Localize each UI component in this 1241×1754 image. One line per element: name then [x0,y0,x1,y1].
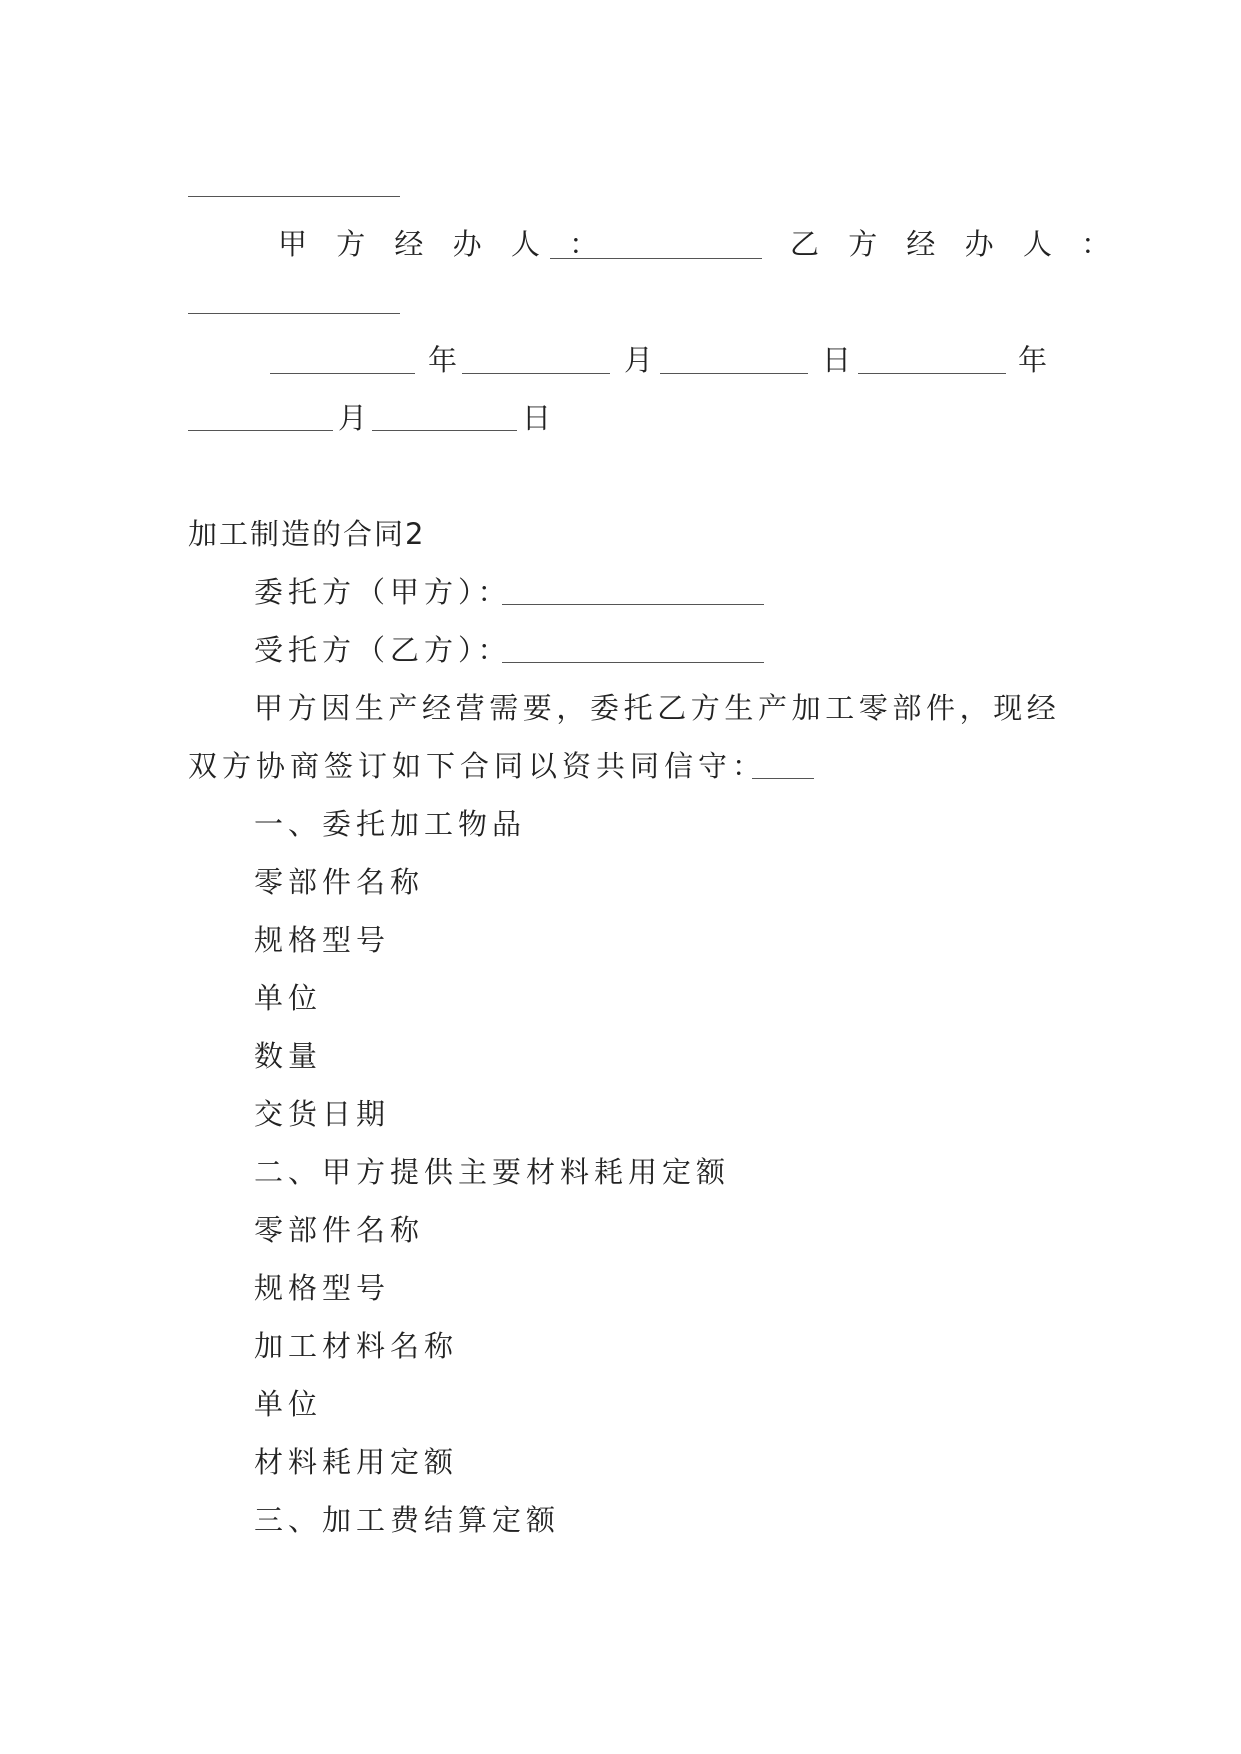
list-item: 加工材料名称 [254,1329,459,1363]
signature-blank-top [188,196,400,197]
month1-blank [462,373,610,374]
day2-blank [372,430,517,431]
year2-label: 年 [1018,343,1053,377]
intro-blank [752,778,814,779]
section2-title: 二、甲方提供主要材料耗用定额 [254,1155,731,1189]
day1-label: 日 [822,343,857,377]
year2-blank [858,373,1006,374]
month1-label: 月 [624,343,659,377]
party-a-agent-blank [550,258,762,259]
list-item: 交货日期 [254,1097,391,1131]
contractor-label: 受托方（乙方）： [254,633,512,667]
party-b-agent-blank [188,313,400,314]
section3-title: 三、加工费结算定额 [254,1503,561,1537]
intro-line-1: 甲方因生产经营需要，委托乙方生产加工零部件，现经 [254,691,1061,725]
list-item: 单位 [254,1387,323,1421]
list-item: 零部件名称 [254,1213,425,1247]
list-item: 数量 [254,1039,323,1073]
client-blank [502,604,764,605]
intro-line-2: 双方协商签订如下合同以资共同信守： [188,749,767,783]
contract-title: 加工制造的合同2 [188,517,426,551]
party-b-agent-label: 乙 方 经 办 人 ： [790,227,1121,261]
day2-label: 日 [522,401,557,435]
year1-label: 年 [428,343,463,377]
party-a-agent-label: 甲 方 经 办 人 ： [278,227,609,261]
year1-blank [270,373,415,374]
list-item: 单位 [254,981,323,1015]
list-item: 规格型号 [254,1271,391,1305]
contractor-blank [502,662,764,663]
section1-title: 一、委托加工物品 [254,807,527,841]
list-item: 规格型号 [254,923,391,957]
month2-label: 月 [338,401,373,435]
list-item: 零部件名称 [254,865,425,899]
day1-blank [660,373,808,374]
list-item: 材料耗用定额 [254,1445,459,1479]
month2-blank [188,430,333,431]
client-label: 委托方（甲方）： [254,575,512,609]
